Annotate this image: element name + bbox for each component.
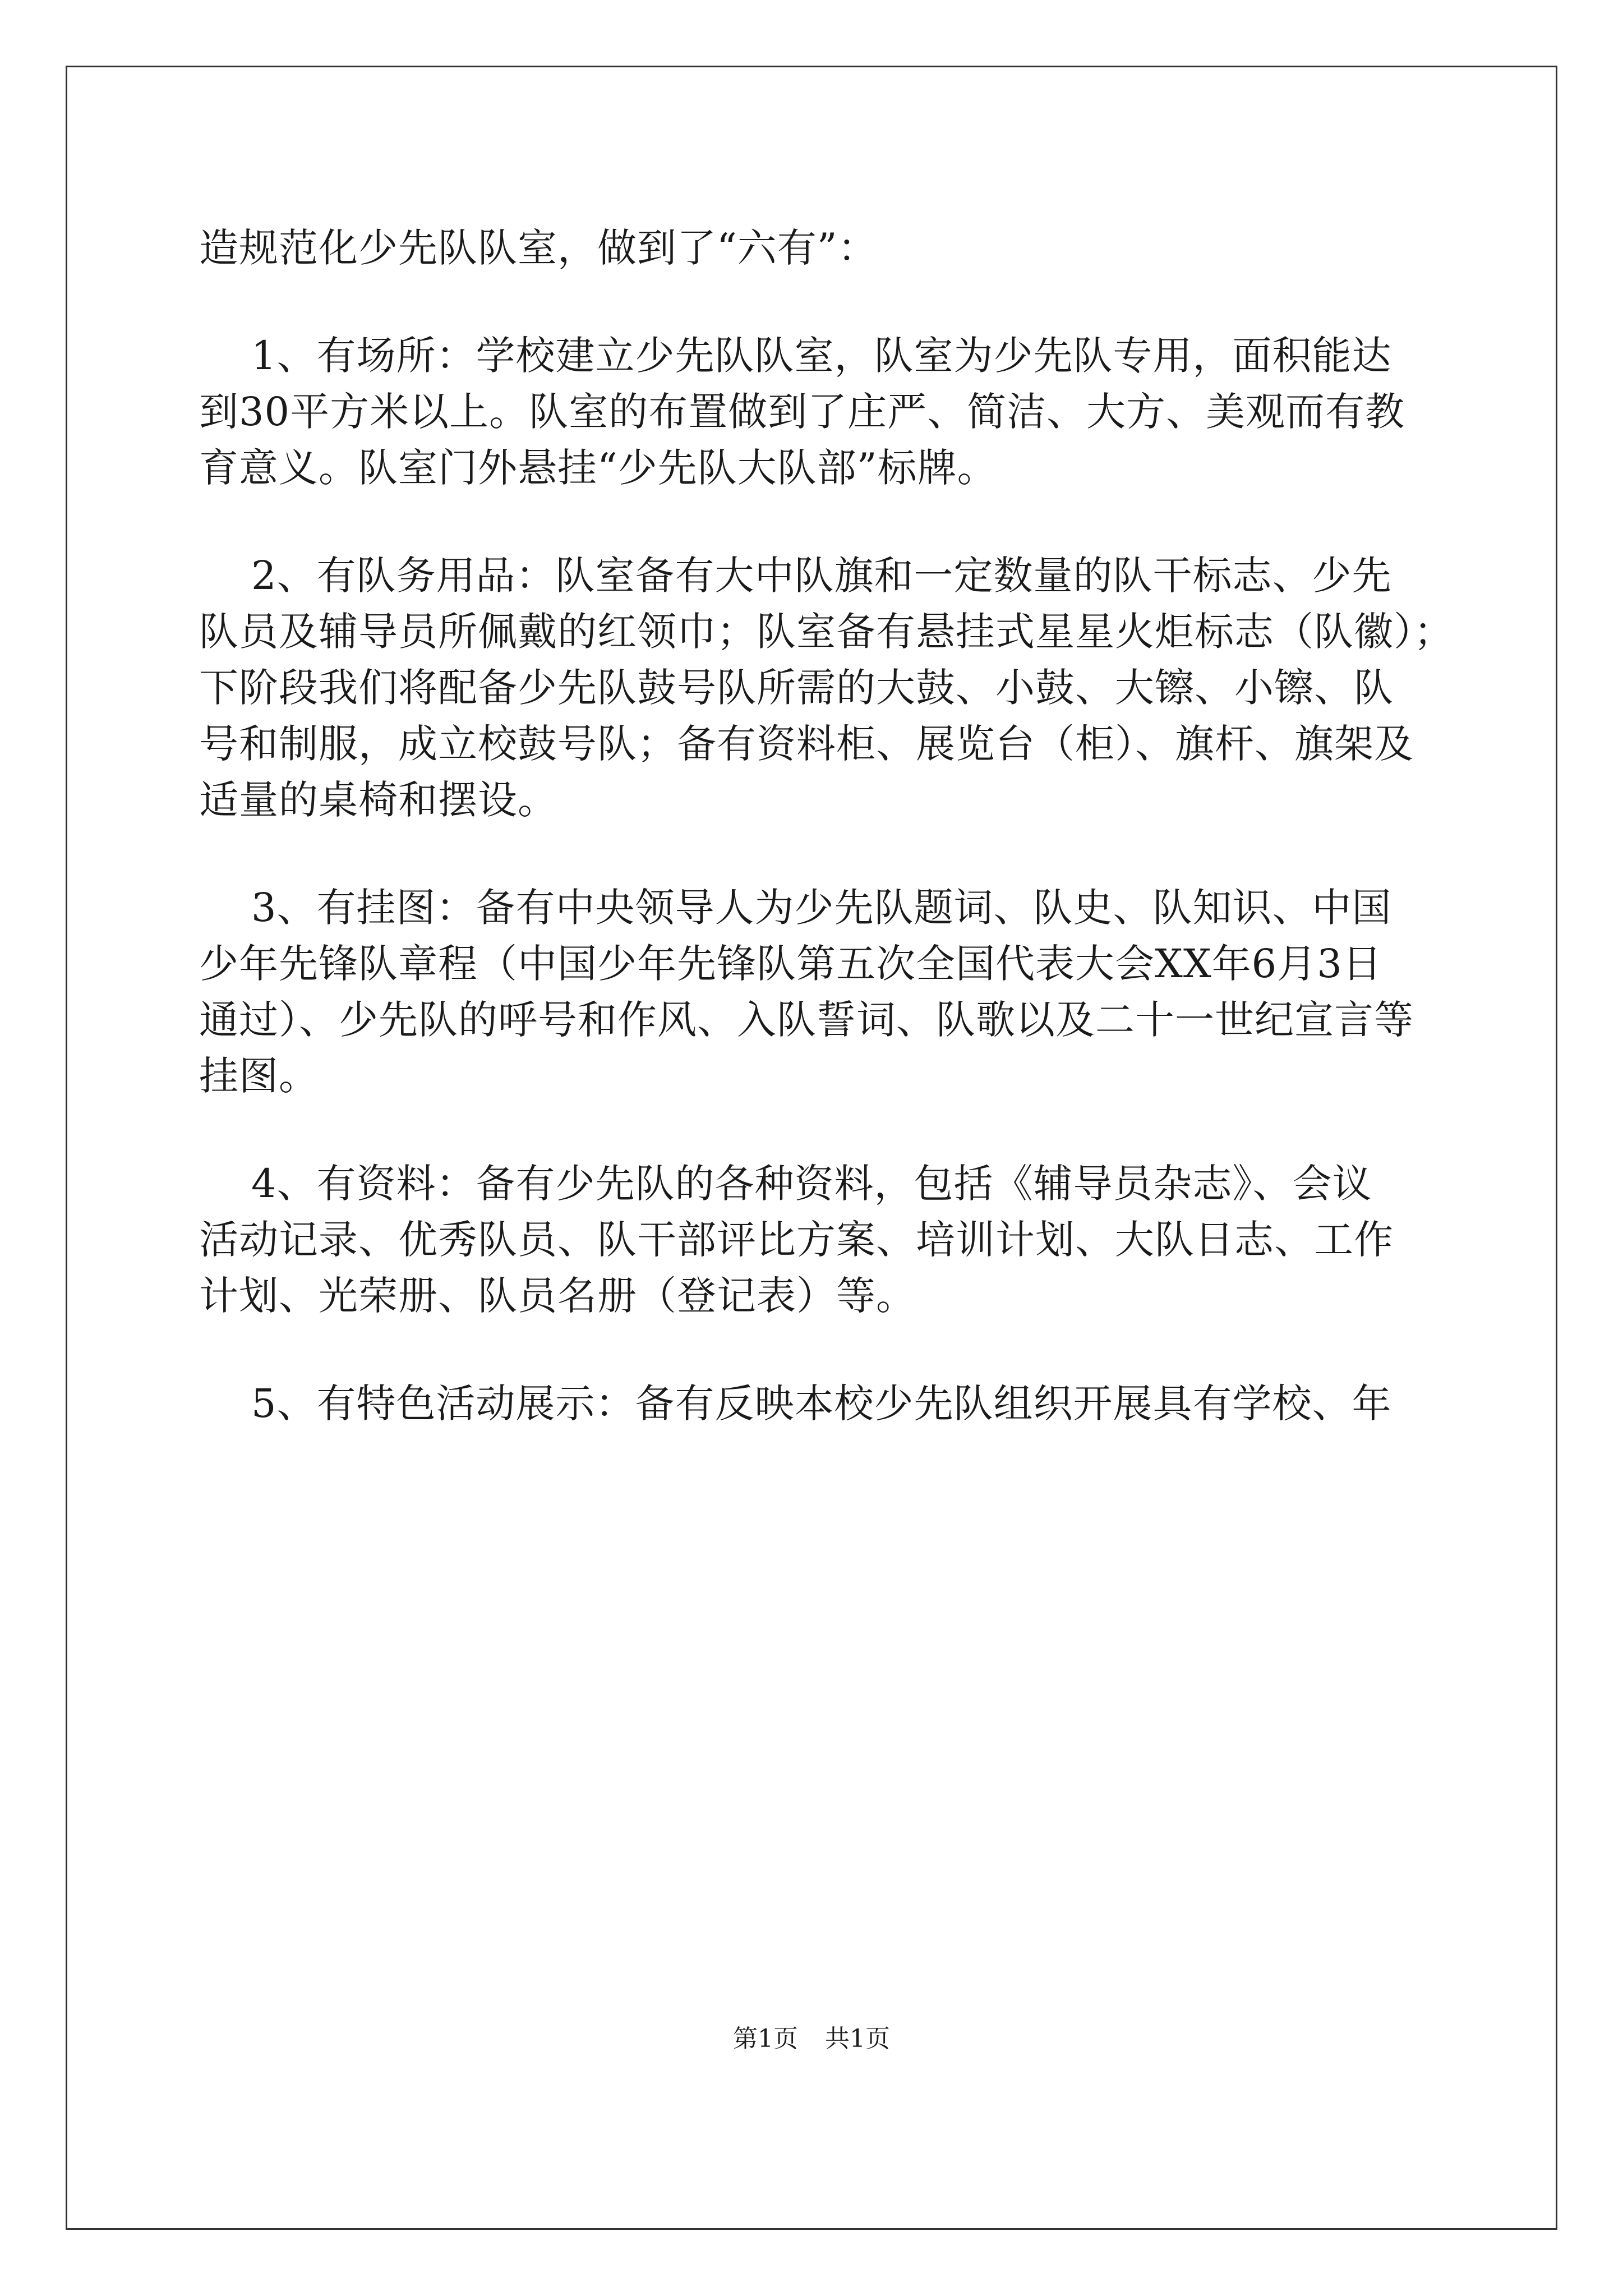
- text-line: 造规范化少先队队室，做到了“六有”：: [199, 225, 878, 271]
- paragraph-gap: [199, 496, 1427, 547]
- text-line: 3、有挂图：备有中央领导人为少先队题词、队史、队知识、中国: [199, 885, 1392, 931]
- paragraph-gap: [199, 1324, 1427, 1375]
- text-line: 5、有特色活动展示：备有反映本校少先队组织开展具有学校、年: [199, 1381, 1392, 1427]
- text-line: 通过）、少先队的呼号和作风、入队誓词、队歌以及二十一世纪宣言等: [199, 997, 1414, 1043]
- paragraph-gap: [199, 828, 1427, 880]
- text-line: 2、有队务用品：队室备有大中队旗和一定数量的队干标志、少先: [199, 553, 1392, 599]
- document-body: [199, 220, 1454, 1432]
- page-footer: [0, 2022, 1623, 2056]
- text-line: 号和制服，成立校鼓号队；备有资料柜、展览台（柜）、旗杆、旗架及: [199, 721, 1414, 767]
- text-line: 到30平方米以上。队室的布置做到了庄严、简洁、大方、美观而有教: [199, 389, 1405, 435]
- page-number: 第1页: [733, 2024, 798, 2053]
- text-line: 少年先锋队章程（中国少年先锋队第五次全国代表大会XX年6月3日: [199, 941, 1382, 987]
- paragraph-gap: [199, 276, 1427, 328]
- text-line: 挂图。: [199, 1053, 319, 1099]
- text-line: 适量的桌椅和摆设。: [199, 777, 557, 823]
- text-line: 活动记录、优秀队员、队干部评比方案、培训计划、大队日志、工作: [199, 1217, 1394, 1263]
- page-total: 共1页: [825, 2024, 890, 2053]
- text-line: 下阶段我们将配备少先队鼓号队所需的大鼓、小鼓、大镲、小镲、队: [199, 665, 1394, 711]
- paragraph-gap: [199, 1104, 1427, 1156]
- text-line: 计划、光荣册、队员名册（登记表）等。: [199, 1273, 916, 1319]
- text-line: 育意义。队室门外悬挂“少先队大队部”标牌。: [199, 445, 997, 491]
- text-line: 4、有资料：备有少先队的各种资料，包括《辅导员杂志》、会议: [199, 1161, 1372, 1207]
- text-line: 队员及辅导员所佩戴的红领巾；队室备有悬挂式星星火炬标志（队徽）；: [199, 609, 1454, 655]
- text-line: 1、有场所：学校建立少先队队室，队室为少先队专用，面积能达: [199, 333, 1392, 379]
